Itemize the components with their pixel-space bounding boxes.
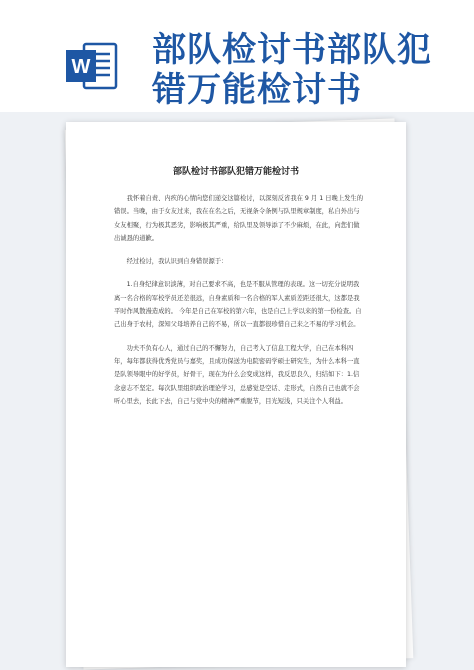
page-header	[0, 0, 474, 112]
page-title: 部队检讨书部队犯错万能检讨书	[152, 30, 432, 110]
paragraph: 1.自身纪律意识淡薄，对自己要求不高，也是不服从管理的表现。这一切充分说明我离一名合格的军校学员还差很远，自身素质和一名合格的军人素质差距还很大，这都是我平时作风散漫造成的。 今年是自己在军校的第六年，也是自己上学以来的第一份检查。自己出身于农村，深知父母培养自己的不易，所以一直都很珍惜自己来之不易的学习机会。	[114, 281, 362, 329]
document-body	[114, 192, 364, 418]
paragraph: 功夫不负有心人，通过自己的不懈努力，自己考入了信息工程大学，自己在本科四年，每年都获得优秀党员与嘉奖，且成功保送为电院密码学硕士研究生，为什么本科一直是队领导眼中的好学员，好骨干，现在为什么会变成这样，我反思良久，归结如下：1.信念意志不坚定。每次队里组织政治理论学习，总感觉是空话、走形式，自然自己也就不会听心里去，长此下去，自己与党中央的精神严重脱节，目光短浅，只关注个人利益。	[114, 344, 360, 405]
word-icon-letter: W	[71, 56, 91, 78]
paragraph: 我怀着自责、内疚的心情向您们递交这篇检讨，以深刻反省我在 9 月 1 日晚上发生的错误。当晚，由于女友过来，我在在名之后，无视条令条例与队里规章制度，私自外出与女友相聚，行为极其恶劣，影响极其严重，给队里及领导添了不少麻烦，在此，向您们做出诚恳的道歉。	[114, 195, 364, 242]
word-document-icon	[64, 38, 120, 94]
document-title: 部队检讨书部队犯错万能检讨书	[172, 167, 299, 177]
paragraph: 经过检讨，我认识到自身错误源于：	[126, 258, 228, 266]
document-page	[66, 122, 406, 667]
